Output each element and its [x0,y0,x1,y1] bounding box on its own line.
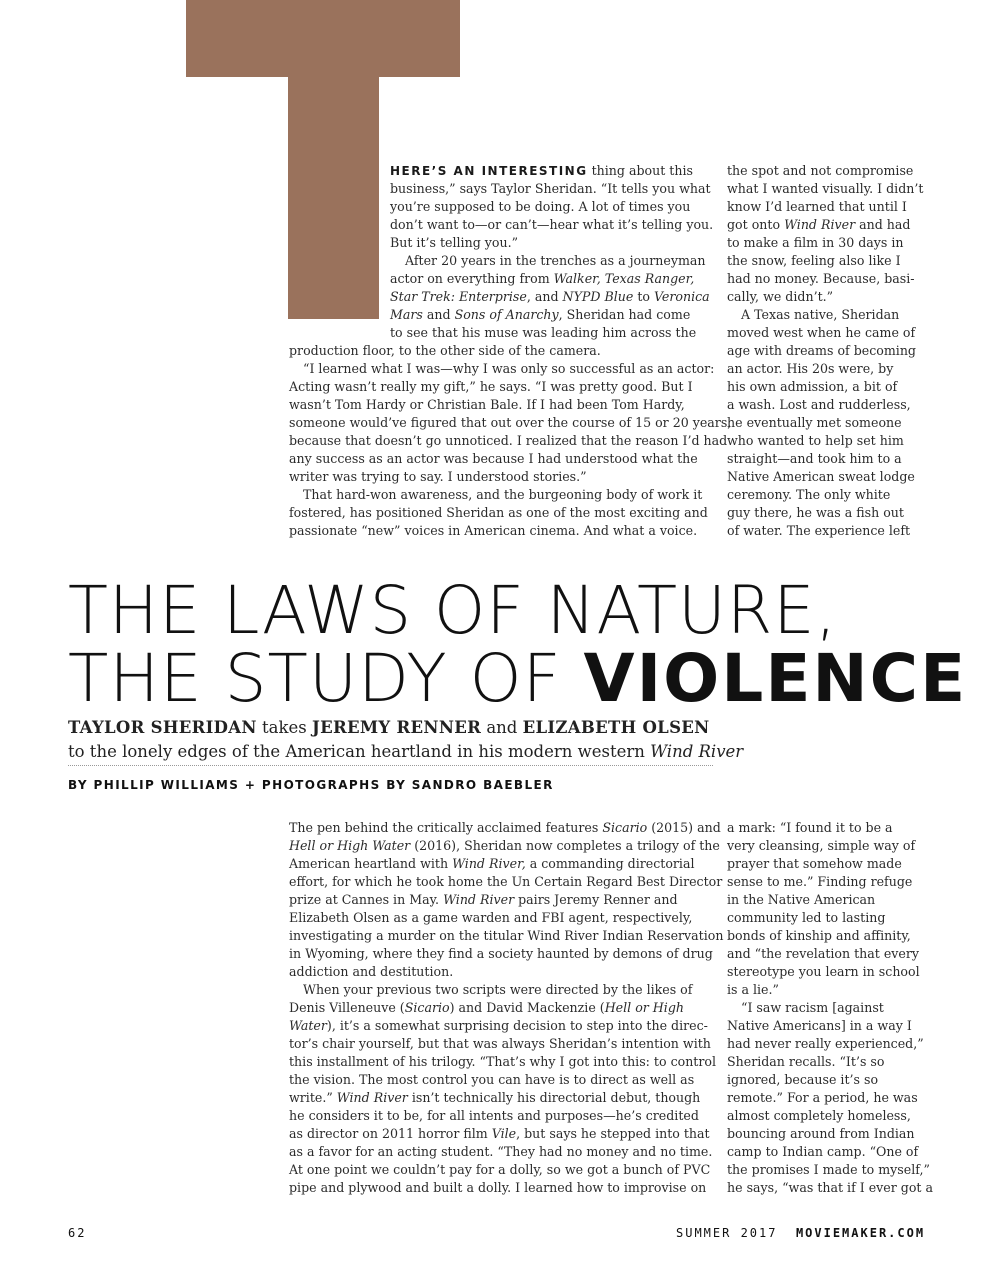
text-line: because that doesn’t go unnoticed. I realized that the reason I’d had [289,433,728,448]
text-line: this installment of his trilogy. “That’s why I got into this: to control [289,1054,716,1069]
text-line: his own admission, a bit of [727,379,898,394]
text-line: he says, “was that if I ever got a [727,1180,933,1195]
text-line: bouncing around from Indian [727,1126,915,1141]
site-name: MOVIEMAKER.COM [795,1226,926,1240]
text-line: prayer that somehow made [727,856,902,871]
text-line: At one point we couldn’t pay for a dolly, so we got a bunch of PVC [289,1162,711,1177]
text-line: guy there, he was a fish out [727,505,904,520]
text-line: someone would’ve figured that out over the course of 15 or 20 years, [289,415,732,430]
text-line: in the Native American [727,892,876,907]
text-line: addiction and destitution. [289,964,454,979]
text-line: “I saw racism [against [741,1000,884,1015]
text-line: pipe and plywood and built a dolly. I learned how to improvise on [289,1180,707,1195]
text-line: a wash. Lost and rudderless, [727,397,911,412]
text-line: Star Trek: Enterprise, and NYPD Blue to Veronica [390,289,710,304]
headline-light-text: THE STUDY OF [68,640,584,717]
text-line: you’re supposed to be doing. A lot of times you [390,199,691,214]
text-line: passionate “new” voices in American cinema. And what a voice. [289,523,698,538]
text-line: and “the revelation that every [727,946,920,961]
text-line: any success as an actor was because I had understood what the [289,451,698,466]
deck-line-1: TAYLOR SHERIDAN takes JEREMY RENNER and ELIZABETH OLSEN [68,718,710,737]
text-line: as director on 2011 horror film Vile, but says he stepped into that [289,1126,710,1141]
text-line: moved west when he came of [727,325,916,340]
text-line: had no money. Because, basi- [727,271,915,286]
text-line: American heartland with Wind River, a commanding directorial [289,856,695,871]
text-line: as a favor for an acting student. “They had no money and no time. [289,1144,713,1159]
headline-bold-text: VIOLENCE [583,640,968,717]
text-line: he considers it to be, for all intents and purposes—he’s credited [289,1108,699,1123]
text-line: who wanted to help set him [727,433,904,448]
text-line: business,” says Taylor Sheridan. “It tells you what [390,181,711,196]
text-line: ceremony. The only white [727,487,891,502]
text-line: “I learned what I was—why I was only so successful as an actor: [303,361,715,376]
text-line: he eventually met someone [727,415,902,430]
text-line: ignored, because it’s so [727,1072,879,1087]
text-line: camp to Indian camp. “One of [727,1144,919,1159]
text-line: Native American sweat lodge [727,469,915,484]
text-line: After 20 years in the trenches as a journeyman [405,253,706,268]
text-line: effort, for which he took home the Un Certain Regard Best Director [289,874,723,889]
kicker-lead-in: HERE’S AN INTERESTING [390,164,588,178]
text-line: cally, we didn’t.” [727,289,834,304]
text-line: Mars and Sons of Anarchy, Sheridan had come [390,307,691,322]
text-line: don’t want to—or can’t—hear what it’s telling you. [390,217,714,232]
text-line: in Wyoming, where they find a society haunted by demons of drug [289,946,713,961]
deck-line-2: to the lonely edges of the American heartland in his modern western Wind River [68,742,744,761]
text-line: Sheridan recalls. “It’s so [727,1054,885,1069]
text-line: Denis Villeneuve (Sicario) and David Mackenzie (Hell or High [289,1000,684,1015]
text-line: know I’d learned that until I [727,199,907,214]
text-line: writer was trying to say. I understood stories.” [289,469,587,484]
text-line: When your previous two scripts were directed by the likes of [303,982,693,997]
text-line: Elizabeth Olsen as a game warden and FBI agent, respectively, [289,910,693,925]
text-line: prize at Cannes in May. Wind River pairs Jeremy Renner and [289,892,678,907]
text-line: age with dreams of becoming [727,343,916,358]
text-line: the promises I made to myself,” [727,1162,930,1177]
text-line: to make a film in 30 days in [727,235,904,250]
text-line: almost completely homeless, [727,1108,911,1123]
text-line: That hard-won awareness, and the burgeoning body of work it [303,487,703,502]
text-line: the vision. The most control you can have is to direct as well as [289,1072,695,1087]
text-line: bonds of kinship and affinity, [727,928,911,943]
text-line: tor’s chair yourself, but that was always Sheridan’s intention with [289,1036,711,1051]
text-line: remote.” For a period, he was [727,1090,918,1105]
text-line: the spot and not compromise [727,163,914,178]
text-line: very cleansing, simple way of [727,838,916,853]
text-line: what I wanted visually. I didn’t [727,181,924,196]
footer-issue-site [676,1226,925,1240]
text-line: stereotype you learn in school [727,964,920,979]
text-line: of water. The experience left [727,523,911,538]
text-line: to see that his muse was leading him across the [390,325,697,340]
text-line: an actor. His 20s were, by [727,361,894,376]
text-line: Hell or High Water (2016), Sheridan now completes a trilogy of the [289,838,720,853]
text-line: straight—and took him to a [727,451,902,466]
text-line: Water), it’s a somewhat surprising decision to step into the direc- [289,1018,708,1033]
text-line: is a lie.” [727,982,779,997]
issue-date: SUMMER 2017 [676,1226,778,1240]
text-line: Native Americans] in a way I [727,1018,912,1033]
text-line: community led to lasting [727,910,886,925]
text-line: a mark: “I found it to be a [727,820,893,835]
headline-line-1: THE LAWS OF NATURE, [68,572,838,649]
text-line: the snow, feeling also like I [727,253,901,268]
text-line: HERE’S AN INTERESTING thing about this [390,163,693,178]
text-line: wasn’t Tom Hardy or Christian Bale. If I had been Tom Hardy, [289,397,685,412]
deck-divider [68,765,713,766]
text-line: actor on everything from Walker, Texas Ranger, [390,271,695,286]
text-line: production floor, to the other side of the camera. [289,343,601,358]
headline-line-2 [68,640,968,717]
text-line: write.” Wind River isn’t technically his directorial debut, though [289,1090,701,1105]
text-line: The pen behind the critically acclaimed features Sicario (2015) and [289,820,721,835]
text-line: fostered, has positioned Sheridan as one of the most exciting and [289,505,708,520]
byline: BY PHILLIP WILLIAMS + PHOTOGRAPHS BY SANDRO BAEBLER [68,778,554,792]
text-line: investigating a murder on the titular Wind River Indian Reservation [289,928,724,943]
text-line: got onto Wind River and had [727,217,911,232]
text-line: But it’s telling you.” [390,235,519,250]
text-line: Acting wasn’t really my gift,” he says. “I was pretty good. But I [289,379,693,394]
page-number: 62 [68,1226,87,1240]
drop-cap-letter-t-stem [288,77,379,319]
text-line: sense to me.” Finding refuge [727,874,913,889]
text-line: had never really experienced,” [727,1036,924,1051]
text-line: A Texas native, Sheridan [741,307,900,322]
drop-cap-letter-t-top [186,0,460,77]
